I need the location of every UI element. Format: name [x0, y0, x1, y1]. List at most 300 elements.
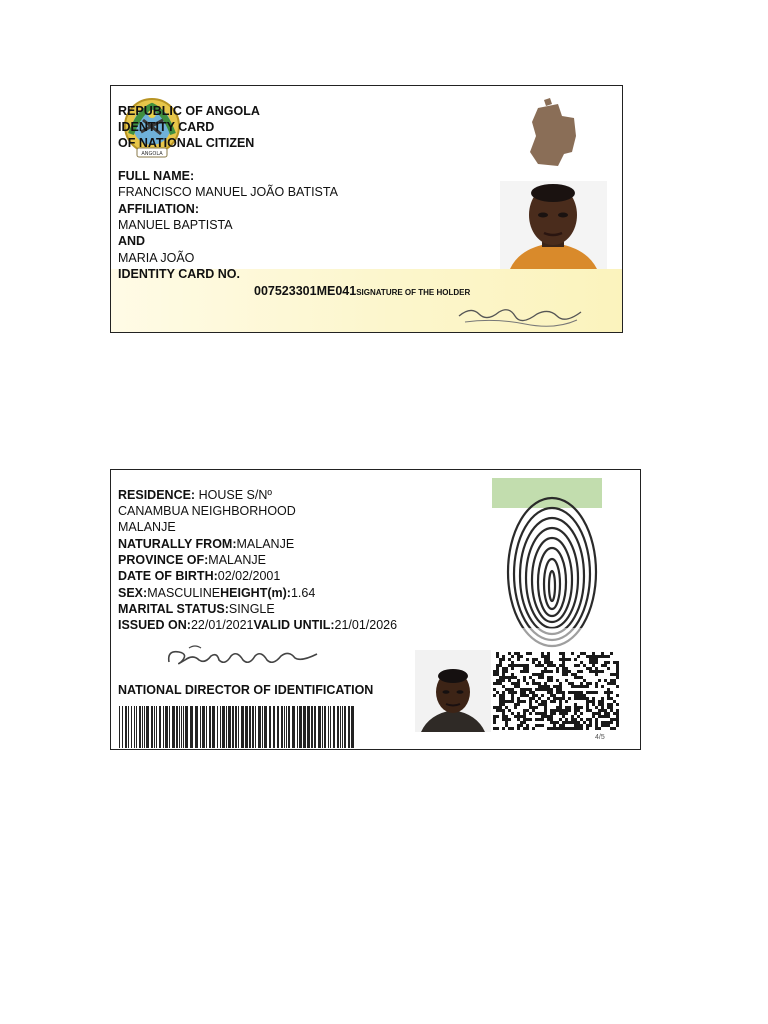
- code-module: [574, 721, 577, 724]
- code-module: [580, 706, 583, 709]
- code-module: [544, 703, 547, 706]
- code-module: [544, 688, 547, 691]
- issued-on-value: 22/01/2021: [190, 618, 254, 632]
- code-module: [592, 700, 595, 703]
- code-module: [496, 664, 499, 667]
- code-module: [562, 694, 565, 697]
- barcode-bar: [212, 706, 215, 748]
- code-module: [607, 667, 610, 670]
- code-module: [586, 655, 589, 658]
- code-module: [577, 676, 580, 679]
- code-module: [595, 658, 598, 661]
- barcode-bar: [222, 706, 225, 748]
- code-module: [493, 715, 496, 718]
- emblem-text: ANGOLA: [141, 151, 163, 157]
- code-module: [595, 718, 598, 721]
- code-module: [511, 691, 514, 694]
- code-module: [526, 694, 529, 697]
- code-module: [520, 688, 523, 691]
- code-module: [604, 721, 607, 724]
- code-module: [529, 652, 532, 655]
- code-module: [550, 700, 553, 703]
- code-module: [502, 667, 505, 670]
- code-module: [526, 688, 529, 691]
- code-module: [550, 712, 553, 715]
- code-module: [580, 652, 583, 655]
- barcode-bar: [255, 706, 256, 748]
- province-row: [118, 552, 266, 568]
- code-module: [607, 691, 610, 694]
- code-module: [496, 670, 499, 673]
- code-module: [550, 670, 553, 673]
- code-module: [502, 679, 505, 682]
- father-name: MANUEL BAPTISTA: [118, 218, 233, 232]
- code-module: [538, 673, 541, 676]
- code-module: [499, 682, 502, 685]
- code-module: [583, 694, 586, 697]
- code-module: [532, 727, 535, 730]
- code-module: [526, 724, 529, 727]
- code-module: [565, 670, 568, 673]
- code-module: [580, 685, 583, 688]
- code-module: [523, 718, 526, 721]
- code-module: [616, 724, 619, 727]
- code-module: [586, 727, 589, 730]
- code-module: [610, 673, 613, 676]
- code-module: [523, 679, 526, 682]
- valid-until-value: 21/01/2026: [334, 618, 398, 632]
- residence-label: RESIDENCE:: [118, 488, 196, 502]
- code-module: [565, 712, 568, 715]
- code-module: [541, 724, 544, 727]
- code-module: [616, 718, 619, 721]
- barcode-bar: [307, 706, 310, 748]
- code-module: [601, 721, 604, 724]
- code-module: [595, 721, 598, 724]
- code-module: [595, 673, 598, 676]
- code-module: [559, 664, 562, 667]
- code-module: [586, 703, 589, 706]
- code-module: [511, 727, 514, 730]
- code-module: [580, 661, 583, 664]
- code-module: [598, 715, 601, 718]
- code-module: [547, 670, 550, 673]
- code-module: [595, 712, 598, 715]
- code-module: [559, 658, 562, 661]
- barcode-bar: [144, 706, 145, 748]
- code-module: [574, 664, 577, 667]
- code-module: [514, 664, 517, 667]
- valid-until-label: VALID UNTIL:: [253, 618, 335, 632]
- code-module: [577, 685, 580, 688]
- code-module: [565, 721, 568, 724]
- code-module: [517, 712, 520, 715]
- code-module: [562, 727, 565, 730]
- barcode-bar: [340, 706, 341, 748]
- barcode-bar: [238, 706, 239, 748]
- barcode-bar: [206, 706, 207, 748]
- code-module: [544, 706, 547, 709]
- code-module: [517, 715, 520, 718]
- code-module: [505, 670, 508, 673]
- code-module: [583, 721, 586, 724]
- code-module: [616, 664, 619, 667]
- code-module: [574, 673, 577, 676]
- code-module: [598, 679, 601, 682]
- code-module: [556, 679, 559, 682]
- code-module: [535, 718, 538, 721]
- code-module: [568, 721, 571, 724]
- code-module: [496, 682, 499, 685]
- national-director-label: NATIONAL DIRECTOR OF IDENTIFICATION: [118, 683, 374, 697]
- code-module: [607, 655, 610, 658]
- code-module: [613, 700, 616, 703]
- code-module: [562, 709, 565, 712]
- angola-map-icon: [524, 94, 580, 169]
- code-module: [541, 694, 544, 697]
- province-label: PROVINCE OF:: [118, 553, 209, 567]
- code-module: [601, 709, 604, 712]
- code-module: [571, 721, 574, 724]
- barcode-bar: [235, 706, 237, 748]
- code-module: [535, 694, 538, 697]
- barcode-bar: [176, 706, 178, 748]
- code-module: [553, 709, 556, 712]
- code-module: [553, 694, 556, 697]
- code-module: [556, 670, 559, 673]
- code-module: [607, 715, 610, 718]
- code-module: [565, 700, 568, 703]
- code-module: [571, 715, 574, 718]
- height-label: HEIGHT(m):: [220, 586, 291, 600]
- code-module: [508, 664, 511, 667]
- barcode-bar: [220, 706, 221, 748]
- barcode-bar: [163, 706, 164, 748]
- code-module: [547, 664, 550, 667]
- code-module: [559, 691, 562, 694]
- code-module: [604, 664, 607, 667]
- barcode-bar: [181, 706, 182, 748]
- code-module: [568, 658, 571, 661]
- code-module: [613, 661, 616, 664]
- code-module: [556, 727, 559, 730]
- affiliation-label: AFFILIATION:: [118, 202, 199, 216]
- code-module: [559, 703, 562, 706]
- code-module: [541, 703, 544, 706]
- code-module: [574, 691, 577, 694]
- code-module: [604, 715, 607, 718]
- code-module: [538, 697, 541, 700]
- code-module: [553, 697, 556, 700]
- code-module: [574, 724, 577, 727]
- code-module: [496, 679, 499, 682]
- code-module: [529, 676, 532, 679]
- code-module: [520, 721, 523, 724]
- code-module: [547, 718, 550, 721]
- code-module: [547, 679, 550, 682]
- code-module: [541, 712, 544, 715]
- issued-on-label: ISSUED ON:: [118, 618, 191, 632]
- code-module: [508, 727, 511, 730]
- code-module: [592, 655, 595, 658]
- code-module: [601, 703, 604, 706]
- code-module: [574, 706, 577, 709]
- code-module: [553, 721, 556, 724]
- code-module: [583, 697, 586, 700]
- code-module: [511, 697, 514, 700]
- code-module: [553, 664, 556, 667]
- code-module: [523, 712, 526, 715]
- code-module: [517, 679, 520, 682]
- code-module: [523, 709, 526, 712]
- code-module: [559, 712, 562, 715]
- code-module: [523, 691, 526, 694]
- code-module: [502, 715, 505, 718]
- code-module: [529, 703, 532, 706]
- code-module: [592, 691, 595, 694]
- code-module: [574, 694, 577, 697]
- code-module: [589, 661, 592, 664]
- code-module: [541, 718, 544, 721]
- code-module: [610, 697, 613, 700]
- code-module: [535, 700, 538, 703]
- code-module: [610, 706, 613, 709]
- code-module: [499, 700, 502, 703]
- code-module: [610, 709, 613, 712]
- code-module: [496, 715, 499, 718]
- corner-mark: 4/5: [595, 734, 605, 741]
- code-module: [562, 724, 565, 727]
- barcode-bar: [273, 706, 275, 748]
- barcode-bar: [195, 706, 198, 748]
- code-module: [601, 670, 604, 673]
- code-module: [517, 724, 520, 727]
- barcode-bar: [185, 706, 188, 748]
- barcode-bar: [179, 706, 180, 748]
- code-module: [556, 709, 559, 712]
- code-module: [529, 712, 532, 715]
- code-module: [577, 694, 580, 697]
- code-module: [616, 712, 619, 715]
- code-module: [559, 697, 562, 700]
- code-module: [595, 685, 598, 688]
- code-module: [535, 712, 538, 715]
- code-module: [562, 697, 565, 700]
- code-module: [565, 727, 568, 730]
- code-module: [523, 670, 526, 673]
- code-module: [505, 715, 508, 718]
- code-module: [550, 727, 553, 730]
- code-module: [529, 691, 532, 694]
- code-module: [601, 685, 604, 688]
- code-module: [541, 652, 544, 655]
- code-module: [535, 688, 538, 691]
- code-module: [496, 706, 499, 709]
- code-module: [523, 664, 526, 667]
- code-module: [541, 655, 544, 658]
- code-module: [535, 706, 538, 709]
- code-module: [601, 706, 604, 709]
- code-module: [532, 682, 535, 685]
- marital-status-label: MARITAL STATUS:: [118, 602, 229, 616]
- barcode-bar: [348, 706, 350, 748]
- code-module: [568, 727, 571, 730]
- code-module: [532, 658, 535, 661]
- code-module: [538, 718, 541, 721]
- code-module: [511, 700, 514, 703]
- code-module: [586, 718, 589, 721]
- barcode-bar: [136, 706, 137, 748]
- code-module: [544, 715, 547, 718]
- residence-line-2: CANAMBUA NEIGHBORHOOD: [118, 504, 296, 518]
- code-module: [589, 721, 592, 724]
- code-module: [511, 694, 514, 697]
- code-module: [616, 709, 619, 712]
- code-module: [577, 706, 580, 709]
- code-module: [508, 652, 511, 655]
- code-module: [553, 727, 556, 730]
- barcode-bar: [217, 706, 218, 748]
- code-module: [499, 706, 502, 709]
- barcode-bar: [249, 706, 251, 748]
- code-module: [583, 679, 586, 682]
- code-module: [541, 700, 544, 703]
- code-module: [493, 694, 496, 697]
- code-module: [607, 661, 610, 664]
- code-module: [535, 682, 538, 685]
- code-module: [547, 658, 550, 661]
- barcode-bar: [311, 706, 313, 748]
- code-module: [565, 679, 568, 682]
- code-module: [493, 727, 496, 730]
- code-module: [538, 688, 541, 691]
- barcode-bar: [200, 706, 201, 748]
- code-module: [610, 721, 613, 724]
- code-module: [601, 700, 604, 703]
- code-module: [601, 652, 604, 655]
- code-module: [505, 721, 508, 724]
- barcode-bar: [156, 706, 157, 748]
- full-name-label: FULL NAME:: [118, 169, 195, 183]
- code-module: [589, 709, 592, 712]
- code-module: [517, 727, 520, 730]
- code-module: [505, 718, 508, 721]
- code-module: [532, 691, 535, 694]
- code-module: [535, 658, 538, 661]
- code-module: [493, 706, 496, 709]
- code-module: [547, 688, 550, 691]
- code-module: [571, 685, 574, 688]
- code-module: [568, 709, 571, 712]
- code-module: [511, 655, 514, 658]
- code-module: [511, 688, 514, 691]
- code-module: [517, 658, 520, 661]
- code-module: [550, 691, 553, 694]
- barcode-bar: [252, 706, 254, 748]
- code-module: [610, 652, 613, 655]
- code-module: [592, 697, 595, 700]
- code-module: [580, 694, 583, 697]
- code-module: [529, 700, 532, 703]
- code-module: [538, 661, 541, 664]
- code-module: [523, 727, 526, 730]
- code-module: [595, 706, 598, 709]
- code-module: [580, 697, 583, 700]
- barcode-bar: [190, 706, 193, 748]
- code-module: [517, 655, 520, 658]
- code-module: [613, 682, 616, 685]
- code-module: [604, 655, 607, 658]
- barcode-bar: [232, 706, 234, 748]
- code-module: [547, 676, 550, 679]
- code-module: [514, 685, 517, 688]
- code-module: [577, 655, 580, 658]
- naturally-from-row: [118, 536, 294, 552]
- code-module: [508, 691, 511, 694]
- code-module: [607, 694, 610, 697]
- code-module: [523, 700, 526, 703]
- code-module: [610, 703, 613, 706]
- code-module: [613, 679, 616, 682]
- code-module: [514, 706, 517, 709]
- code-module: [547, 691, 550, 694]
- code-module: [592, 664, 595, 667]
- code-module: [598, 670, 601, 673]
- code-module: [502, 712, 505, 715]
- code-module: [595, 724, 598, 727]
- code-module: [514, 682, 517, 685]
- residence-value: HOUSE S/Nº: [198, 488, 272, 502]
- code-module: [568, 691, 571, 694]
- code-module: [508, 676, 511, 679]
- code-module: [508, 688, 511, 691]
- code-module: [541, 673, 544, 676]
- code-module: [556, 697, 559, 700]
- code-module: [595, 691, 598, 694]
- id-number-label: IDENTITY CARD NO.: [118, 267, 240, 281]
- code-module: [592, 661, 595, 664]
- code-module: [547, 655, 550, 658]
- code-module: [574, 703, 577, 706]
- date-of-birth-label: DATE OF BIRTH:: [118, 569, 218, 583]
- code-module: [520, 670, 523, 673]
- code-module: [568, 697, 571, 700]
- code-module: [529, 706, 532, 709]
- mother-name: MARIA JOÃO: [118, 251, 195, 265]
- barcode-bar: [262, 706, 263, 748]
- code-module: [610, 682, 613, 685]
- code-module: [574, 712, 577, 715]
- code-module: [583, 652, 586, 655]
- code-module: [511, 712, 514, 715]
- code-module: [544, 709, 547, 712]
- code-module: [493, 718, 496, 721]
- code-module: [508, 709, 511, 712]
- code-module: [604, 691, 607, 694]
- code-module: [595, 655, 598, 658]
- code-module: [547, 727, 550, 730]
- code-module: [577, 724, 580, 727]
- barcode-bar: [264, 706, 267, 748]
- code-module: [613, 712, 616, 715]
- code-module: [550, 694, 553, 697]
- code-module: [556, 688, 559, 691]
- barcode-bar: [299, 706, 302, 748]
- code-module: [580, 727, 583, 730]
- barcode-bar: [119, 706, 120, 748]
- code-module: [562, 658, 565, 661]
- barcode-bar: [131, 706, 132, 748]
